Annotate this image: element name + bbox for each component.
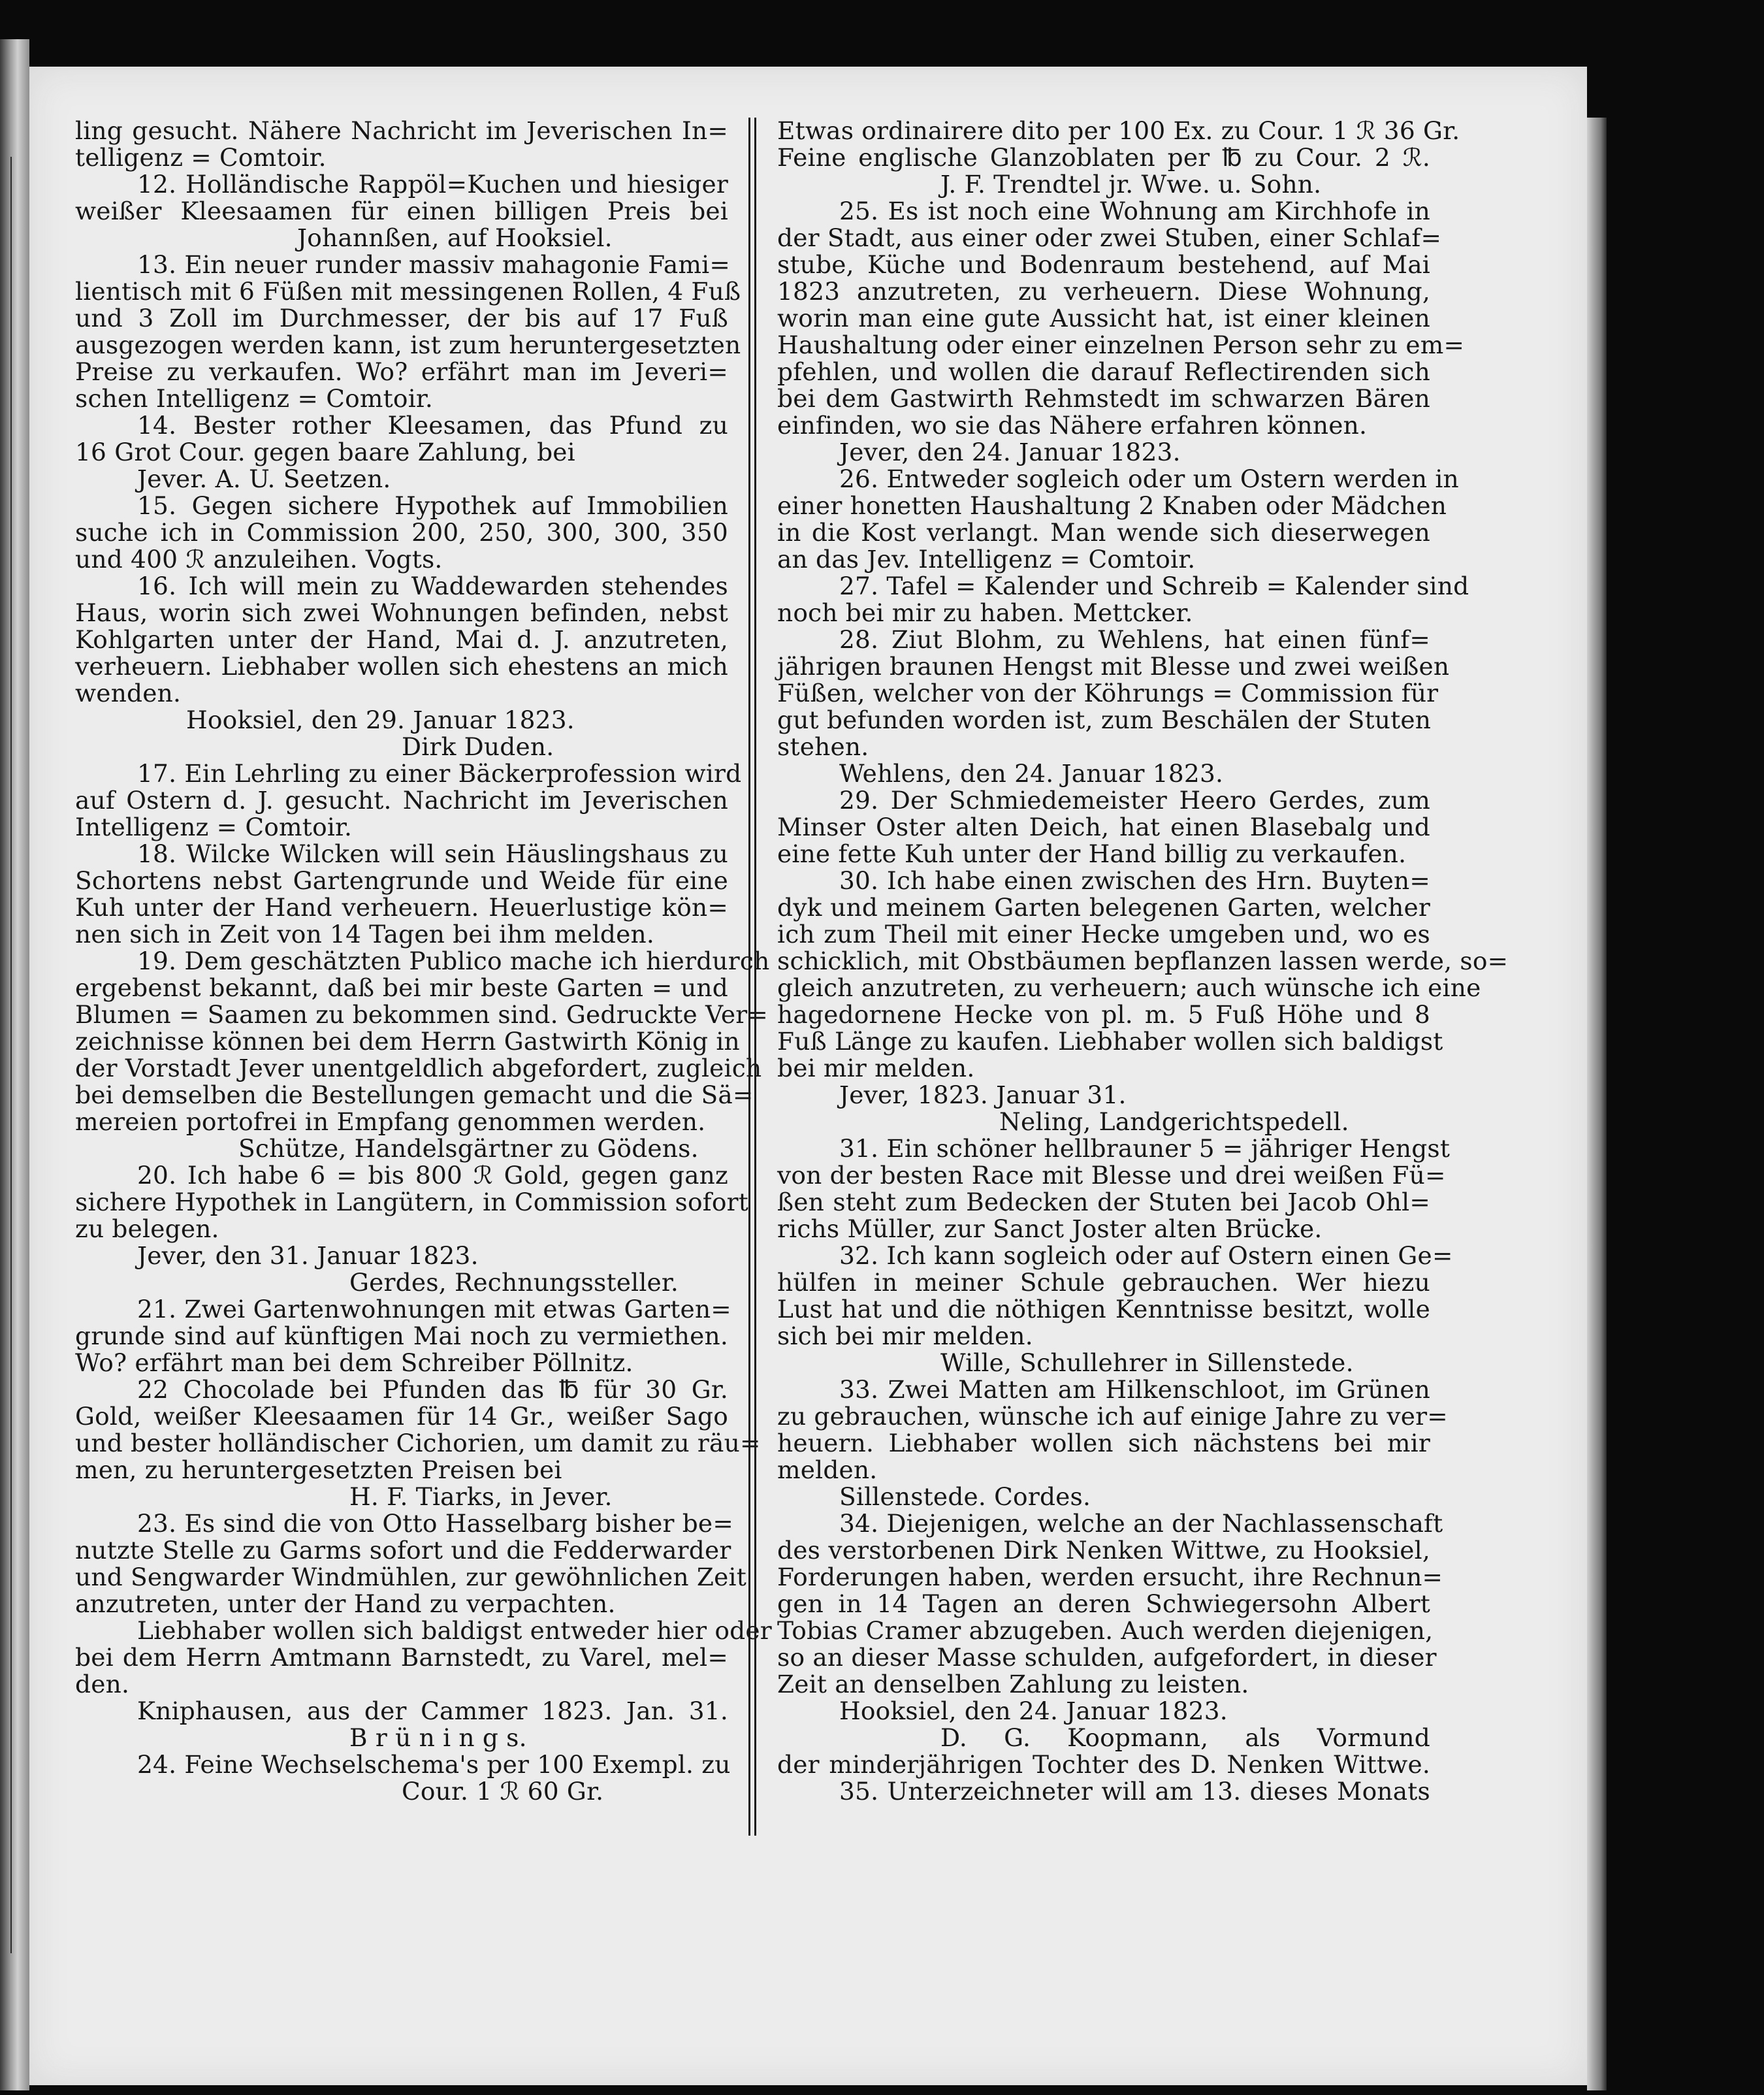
text-line: heuern. Liebhaber wollen sich nächstens bei mir (777, 1429, 1430, 1457)
text-line: 35. Unterzeichneter will am 13. dieses Monats (839, 1777, 1430, 1806)
text-line: Jever. A. U. Seetzen. (137, 464, 391, 493)
text-line: der minderjährigen Tochter des D. Nenken Wittwe. (777, 1750, 1430, 1779)
text-line: und Sengwarder Windmühlen, zur gewöhnlichen Zeit (75, 1563, 747, 1591)
text-line: eine fette Kuh unter der Hand billig zu verkaufen. (777, 839, 1407, 868)
text-line: Blumen = Saamen zu bekommen sind. Gedruckte Ver= (75, 1000, 768, 1029)
text-line: schicklich, mit Obstbäumen bepflanzen lassen werde, so= (777, 947, 1509, 975)
text-line: Kuh unter der Hand verheuern. Heuerlustige kön= (75, 893, 728, 922)
text-line: 1823 anzutreten, zu verheuern. Diese Wohnung, (777, 277, 1430, 306)
adjacent-page-edge (0, 39, 29, 2090)
text-line: bei mir melden. (777, 1054, 975, 1082)
text-line: Kohlgarten unter der Hand, Mai d. J. anzutreten, (75, 625, 728, 654)
text-line: Preise zu verkaufen. Wo? erfährt man im Jeveri= (75, 357, 728, 386)
text-line: bei dem Herrn Amtmann Barnstedt, zu Varel, mel= (75, 1643, 728, 1672)
text-line: gleich anzutreten, zu verheuern; auch wünsche ich eine (777, 973, 1481, 1002)
text-line: verheuern. Liebhaber wollen sich ehestens an mich (75, 652, 728, 681)
text-line: Jever, 1823. Januar 31. (839, 1080, 1127, 1109)
binding-line (10, 157, 12, 1953)
text-line: und 400 ℛ anzuleihen. Vogts. (75, 545, 443, 574)
text-line: Füßen, welcher von der Köhrungs = Commission für (777, 679, 1439, 707)
text-line: suche ich in Commission 200, 250, 300, 300, 350 (75, 518, 728, 547)
text-line: 15. Gegen sichere Hypothek auf Immobilien (137, 491, 728, 520)
page-right-edge (1587, 118, 1607, 2090)
text-line: an das Jev. Intelligenz = Comtoir. (777, 545, 1196, 574)
text-line: hagedornene Hecke von pl. m. 5 Fuß Höhe und 8 (777, 1000, 1430, 1029)
text-line: zu gebrauchen, wünsche ich auf einige Jahre zu ver= (777, 1402, 1448, 1431)
text-line: 28. Ziut Blohm, zu Wehlens, hat einen fünf= (839, 625, 1430, 654)
text-line: Haushaltung oder einer einzelnen Person sehr zu em= (777, 331, 1465, 359)
text-line: Zeit an denselben Zahlung zu leisten. (777, 1670, 1249, 1698)
text-line: zeichnisse können bei dem Herrn Gastwirth König in (75, 1027, 740, 1056)
text-line: Gold, weißer Kleesaamen für 14 Gr., weißer Sago (75, 1402, 728, 1431)
text-line: Wille, Schullehrer in Sillenstede. (940, 1348, 1354, 1377)
text-line: dyk und meinem Garten belegenen Garten, welcher (777, 893, 1430, 922)
text-line: worin man eine gute Aussicht hat, ist einer kleinen (777, 304, 1430, 333)
text-line: gen in 14 Tagen an deren Schwiegersohn Albert (777, 1589, 1430, 1618)
text-line: 19. Dem geschätzten Publico mache ich hierdurch (137, 947, 770, 975)
text-line: Hooksiel, den 24. Januar 1823. (839, 1697, 1228, 1725)
text-line: Wo? erfährt man bei dem Schreiber Pöllnitz. (75, 1348, 633, 1377)
text-line: 16. Ich will mein zu Waddewarden stehendes (137, 572, 728, 600)
text-line: Hooksiel, den 29. Januar 1823. (186, 706, 575, 734)
text-line: richs Müller, zur Sanct Joster alten Brücke. (777, 1214, 1323, 1243)
text-line: H. F. Tiarks, in Jever. (349, 1482, 613, 1511)
text-line: gut befunden worden ist, zum Beschälen der Stuten (777, 706, 1432, 734)
text-line: Liebhaber wollen sich baldigst entweder hier oder (137, 1616, 772, 1645)
text-line: ich zum Theil mit einer Hecke umgeben und, wo es (777, 920, 1430, 949)
text-line: 25. Es ist noch eine Wohnung am Kirchhofe in (839, 197, 1430, 225)
text-line: wenden. (75, 679, 182, 707)
text-line: melden. (777, 1455, 878, 1484)
text-line: einfinden, wo sie das Nähere erfahren können. (777, 411, 1368, 440)
text-line: Etwas ordinairere dito per 100 Ex. zu Cour. 1 ℛ 36 Gr. (777, 116, 1460, 145)
text-line: J. F. Trendtel jr. Wwe. u. Sohn. (940, 170, 1322, 199)
text-line: sichere Hypothek in Langütern, in Commission sofort (75, 1188, 749, 1216)
text-line: Lust hat und die nöthigen Kenntnisse besitzt, wolle (777, 1295, 1430, 1324)
text-line: pfehlen, und wollen die darauf Reflectirenden sich (777, 357, 1430, 386)
text-line: jährigen braunen Hengst mit Blesse und zwei weißen (777, 652, 1450, 681)
text-line: nen sich in Zeit von 14 Tagen bei ihm melden. (75, 920, 654, 949)
text-line: einer honetten Haushaltung 2 Knaben oder Mädchen (777, 491, 1447, 520)
text-line: von der besten Race mit Blesse und drei weißen Fü= (777, 1161, 1446, 1190)
text-line: Jever, den 31. Januar 1823. (137, 1241, 479, 1270)
left-text-column (75, 116, 772, 1806)
text-line: 24. Feine Wechselschema's per 100 Exempl. zu (137, 1750, 731, 1779)
text-line: 18. Wilcke Wilcken will sein Häuslingshaus zu (137, 839, 728, 868)
text-line: mereien portofrei in Empfang genommen werden. (75, 1107, 706, 1136)
text-line: 14. Bester rother Kleesamen, das Pfund zu (137, 411, 728, 440)
text-line: Dirk Duden. (402, 732, 554, 761)
text-line: ling gesucht. Nähere Nachricht im Jeverischen In= (75, 116, 728, 145)
text-line: Schortens nebst Gartengrunde und Weide für eine (75, 866, 728, 895)
text-line: ergebenst bekannt, daß bei mir beste Garten = und (75, 973, 728, 1002)
text-line: 29. Der Schmiedemeister Heero Gerdes, zum (839, 786, 1430, 815)
text-line: bei demselben die Bestellungen gemacht und die Sä= (75, 1080, 754, 1109)
text-line: der Vorstadt Jever unentgeldlich abgefordert, zugleich (75, 1054, 762, 1082)
text-line: hülfen in meiner Schule gebrauchen. Wer hiezu (777, 1268, 1430, 1297)
text-line: 34. Diejenigen, welche an der Nachlassenschaft (839, 1509, 1443, 1538)
text-line: auf Ostern d. J. gesucht. Nachricht im Jeverischen (75, 786, 728, 815)
text-line: Gerdes, Rechnungssteller. (349, 1268, 679, 1297)
text-line: Johannßen, auf Hooksiel. (297, 223, 613, 252)
text-line: bei dem Gastwirth Rehmstedt im schwarzen Bären (777, 384, 1430, 413)
text-line: stehen. (777, 732, 869, 761)
text-line: 33. Zwei Matten am Hilkenschloot, im Grünen (839, 1375, 1430, 1404)
text-line: Intelligenz = Comtoir. (75, 813, 353, 841)
text-line: 30. Ich habe einen zwischen des Hrn. Buyten= (839, 866, 1430, 895)
text-line: in die Kost verlangt. Man wende sich dieserwegen (777, 518, 1430, 547)
text-line: nutzte Stelle zu Garms sofort und die Fedderwarder (75, 1536, 731, 1565)
text-line: Neling, Landgerichtspedell. (999, 1107, 1349, 1136)
text-line: 20. Ich habe 6 = bis 800 ℛ Gold, gegen ganz (137, 1161, 728, 1190)
text-line: schen Intelligenz = Comtoir. (75, 384, 434, 413)
text-line: stube, Küche und Bodenraum bestehend, auf Mai (777, 250, 1430, 279)
text-line: Schütze, Handelsgärtner zu Gödens. (238, 1134, 699, 1163)
text-line: D. G. Koopmann, als Vormund (940, 1723, 1430, 1752)
text-line: 16 Grot Cour. gegen baare Zahlung, bei (75, 438, 575, 466)
text-line: der Stadt, aus einer oder zwei Stuben, einer Schlaf= (777, 223, 1442, 252)
text-line: B r ü n i n g s. (349, 1723, 527, 1752)
text-line: 23. Es sind die von Otto Hasselbarg bisher be= (137, 1509, 733, 1538)
text-line: weißer Kleesaamen für einen billigen Preis bei (75, 197, 728, 225)
text-line: 22 Chocolade bei Pfunden das ℔ für 30 Gr. (137, 1375, 728, 1404)
text-line: Fuß Länge zu kaufen. Liebhaber wollen sich baldigst (777, 1027, 1443, 1056)
text-line: grunde sind auf künftigen Mai noch zu vermiethen. (75, 1322, 728, 1350)
text-line: 32. Ich kann sogleich oder auf Ostern einen Ge= (839, 1241, 1453, 1270)
text-line: den. (75, 1670, 130, 1698)
text-line: Sillenstede. Cordes. (839, 1482, 1091, 1511)
text-line: 31. Ein schöner hellbrauner 5 = jähriger Hengst (839, 1134, 1451, 1163)
text-line: Wehlens, den 24. Januar 1823. (839, 759, 1224, 788)
text-line: lientisch mit 6 Füßen mit messingenen Rollen, 4 Fuß (75, 277, 741, 306)
text-line: 21. Zwei Gartenwohnungen mit etwas Garten= (137, 1295, 731, 1324)
text-line: anzutreten, unter der Hand zu verpachten. (75, 1589, 616, 1618)
right-text-column (777, 116, 1509, 1806)
text-line: Tobias Cramer abzugeben. Auch werden diejenigen, (777, 1616, 1434, 1645)
text-line: Feine englische Glanzoblaten per ℔ zu Cour. 2 ℛ. (777, 143, 1430, 172)
text-line: Cour. 1 ℛ 60 Gr. (402, 1777, 604, 1806)
text-line: sich bei mir melden. (777, 1322, 1033, 1350)
text-line: 13. Ein neuer runder massiv mahagonie Fami= (137, 250, 730, 279)
text-line: Jever, den 24. Januar 1823. (839, 438, 1181, 466)
text-line: des verstorbenen Dirk Nenken Wittwe, zu Hooksiel, (777, 1536, 1430, 1565)
text-line: Haus, worin sich zwei Wohnungen befinden, nebst (75, 598, 728, 627)
text-line: ßen steht zum Bedecken der Stuten bei Jacob Ohl= (777, 1188, 1430, 1216)
text-line: Forderungen haben, werden ersucht, ihre Rechnun= (777, 1563, 1443, 1591)
text-line: Minser Oster alten Deich, hat einen Blasebalg und (777, 813, 1430, 841)
text-line: Kniphausen, aus der Cammer 1823. Jan. 31. (137, 1697, 728, 1725)
text-line: und bester holländischer Cichorien, um damit zu räu= (75, 1429, 761, 1457)
text-line: 17. Ein Lehrling zu einer Bäckerprofession wird (137, 759, 742, 788)
text-line: men, zu heruntergesetzten Preisen bei (75, 1455, 562, 1484)
text-line: so an dieser Masse schulden, aufgefordert, in dieser (777, 1643, 1437, 1672)
text-line: und 3 Zoll im Durchmesser, der bis auf 17 Fuß (75, 304, 728, 333)
column-divider (748, 118, 756, 1836)
text-line: noch bei mir zu haben. Mettcker. (777, 598, 1193, 627)
text-line: 26. Entweder sogleich oder um Ostern werden in (839, 464, 1459, 493)
text-line: ausgezogen werden kann, ist zum heruntergesetzten (75, 331, 741, 359)
text-line: 12. Holländische Rappöl=Kuchen und hiesiger (137, 170, 728, 199)
text-line: 27. Tafel = Kalender und Schreib = Kalender sind (839, 572, 1469, 600)
text-line: telligenz = Comtoir. (75, 143, 327, 172)
text-line: zu belegen. (75, 1214, 219, 1243)
